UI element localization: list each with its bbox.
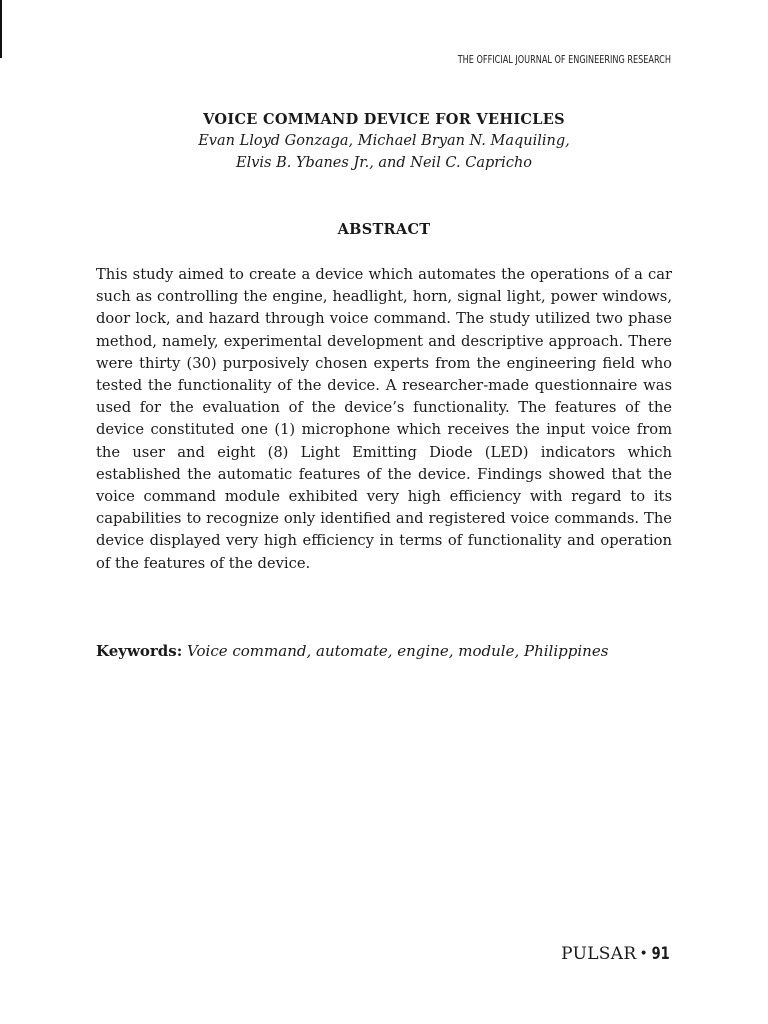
abstract-body: This study aimed to create a device which automates the operations of a car such as controlling the engine, headlight, horn, signal light, power windows, door lock, and hazard through voice command. The study utilized two phase method, namely, experimental development and descriptive approach. There were thirty (30) purposively chosen experts from the engineering field who tested the functionality of the device. A researcher-made questionnaire was used for the evaluation of the device’s functionality. The features of the device constituted one (1) microphone which receives the input voice from the user and eight (8) Light Emitting Diode (LED) indicators which established the automatic features of the device. Findings showed that the voice command module exhibited very high efficiency with regard to its capabilities to recognize only identified and registered voice commands. The device displayed very high efficiency in terms of functionality and operation of the features of the device. — [96, 266, 672, 572]
folio-bullet: • — [639, 946, 648, 962]
page-edge-mark — [0, 0, 2, 58]
running-head: THE OFFICIAL JOURNAL OF ENGINEERING RESEARCH — [457, 54, 671, 66]
authors-line-2: Elvis B. Ybanes Jr., and Neil C. Capricho — [235, 155, 533, 171]
authors-line-1: Evan Lloyd Gonzaga, Michael Bryan N. Maquiling, — [198, 133, 570, 149]
keywords-list: Voice command, automate, engine, module, Philippines — [187, 642, 609, 660]
keywords-label: Keywords: — [96, 642, 183, 660]
folio-journal-name: PULSAR — [561, 944, 637, 964]
title-block — [96, 110, 672, 174]
page-folio — [561, 944, 671, 964]
keywords — [96, 640, 696, 662]
abstract-heading: ABSTRACT — [337, 221, 431, 238]
page-number: 91 — [651, 944, 670, 964]
article-title: VOICE COMMAND DEVICE FOR VEHICLES — [203, 111, 565, 128]
